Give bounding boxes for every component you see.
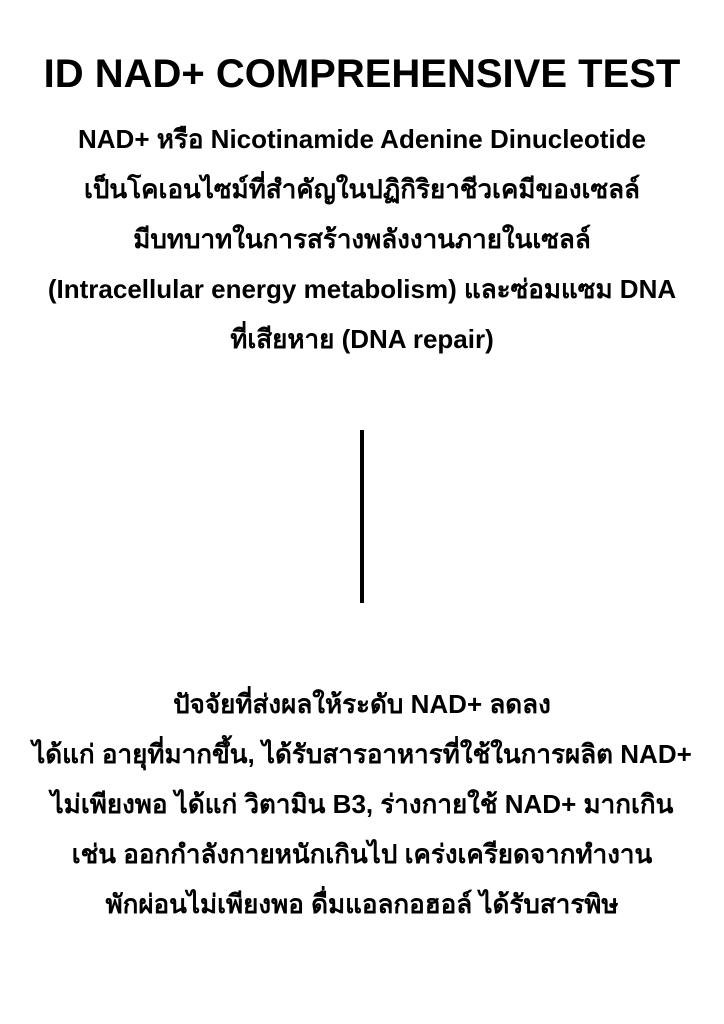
factors-line: ได้แก่ อายุที่มากขึ้น, ได้รับสารอาหารที่ใช้ในการผลิต NAD+	[32, 739, 692, 769]
factors-line: พักผ่อนไม่เพียงพอ ดื่มแอลกอฮอล์ ได้รับสารพิษ	[105, 889, 619, 919]
intro-line: NAD+ หรือ Nicotinamide Adenine Dinucleotide	[78, 124, 646, 154]
intro-paragraph	[0, 114, 724, 364]
factors-line: ปัจจัยที่ส่งผลให้ระดับ NAD+ ลดลง	[173, 689, 551, 719]
page-title: ID NAD+ COMPREHENSIVE TEST	[43, 52, 681, 96]
intro-line: (Intracellular energy metabolism) และซ่อมแซม DNA	[47, 274, 677, 304]
factors-line: เช่น ออกกำลังกายหนักเกินไป เคร่งเครียดจากทำงาน	[71, 839, 653, 869]
factors-line: ไม่เพียงพอ ได้แก่ วิตามิน B3, ร่างกายใช้ NAD+ มากเกิน	[50, 789, 674, 819]
vertical-divider-line	[360, 430, 364, 603]
intro-line: เป็นโคเอนไซม์ที่สำคัญในปฏิกิริยาชีวเคมีของเซลล์	[84, 174, 640, 204]
factors-paragraph	[0, 679, 724, 929]
intro-line: มีบทบาทในการสร้างพลังงานภายในเซลล์	[133, 224, 591, 254]
intro-line: ที่เสียหาย (DNA repair)	[230, 324, 494, 354]
